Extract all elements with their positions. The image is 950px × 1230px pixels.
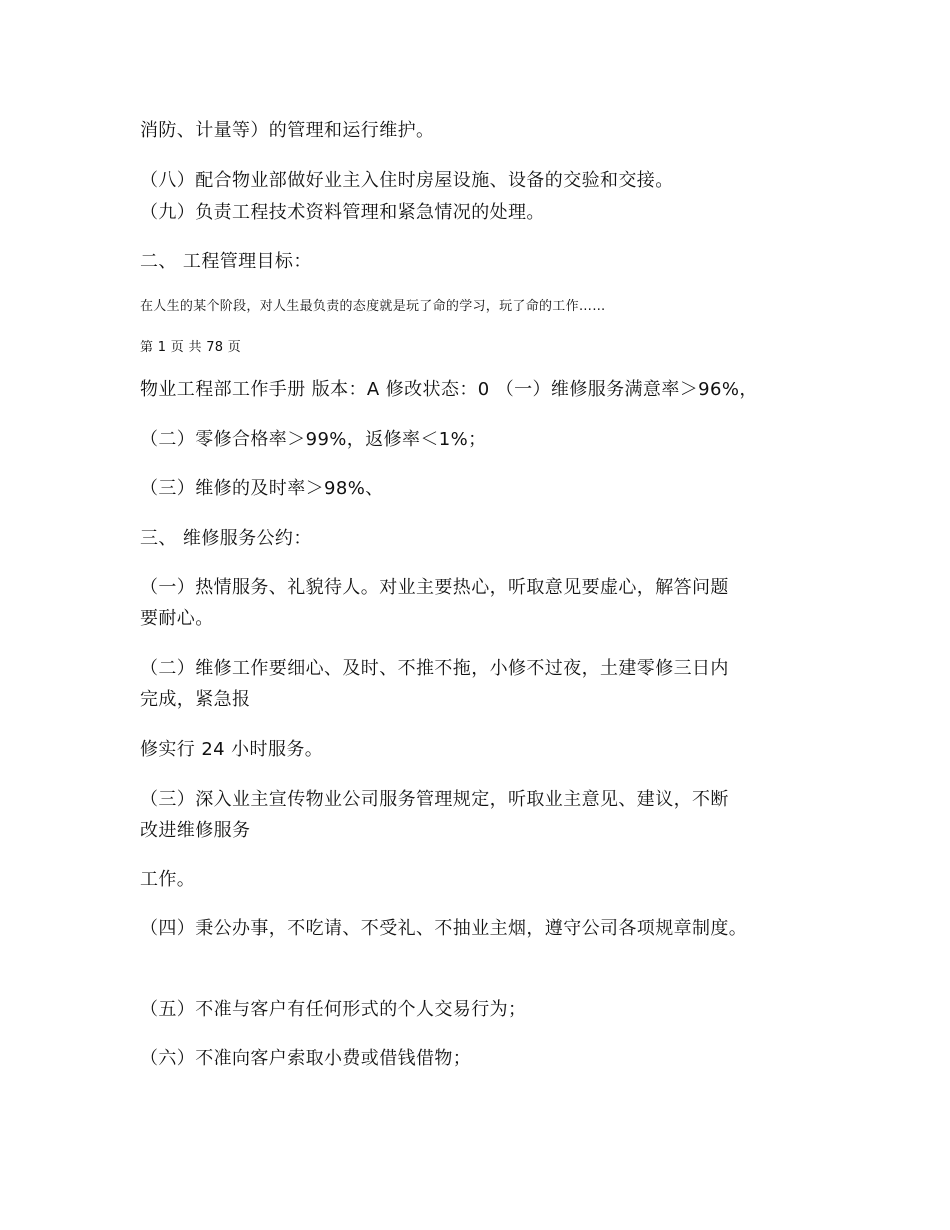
text-line: （三）维修的及时率＞98%、 <box>140 478 384 499</box>
text-line: （二）零修合格率＞99%，返修率＜1%； <box>140 429 487 450</box>
text-line: （一）热情服务、礼貌待人。对业主要热心，听取意见要虚心，解答问题 <box>140 577 729 598</box>
text-line: （三）深入业主宣传物业公司服务管理规定，听取业主意见、建议，不断 <box>140 789 729 810</box>
section-heading: 三、 维修服务公约： <box>140 528 312 549</box>
text-line: （八）配合物业部做好业主入住时房屋设施、设备的交验和交接。 <box>140 170 674 191</box>
page-footer-quote: 在人生的某个阶段，对人生最负责的态度就是玩了命的学习，玩了命的工作…… <box>140 299 606 314</box>
text-line: 工作。 <box>140 869 196 890</box>
section-heading: 二、 工程管理目标： <box>140 251 312 272</box>
text-line: （二）维修工作要细心、及时、不推不拖，小修不过夜，土建零修三日内 <box>140 658 729 679</box>
text-line: （五）不准与客户有任何形式的个人交易行为； <box>140 999 527 1020</box>
page-number: 第 1 页 共 78 页 <box>140 340 242 355</box>
text-line: 改进维修服务 <box>140 820 251 841</box>
text-line: 消防、计量等）的管理和运行维护。 <box>140 120 435 141</box>
text-line: 修实行 24 小时服务。 <box>140 739 324 760</box>
text-line: （九）负责工程技术资料管理和紧急情况的处理。 <box>140 202 545 223</box>
text-line: 完成，紧急报 <box>140 689 251 710</box>
running-header-line: 物业工程部工作手册 版本：A 修改状态：0 （一）维修服务满意率＞96%， <box>140 379 758 400</box>
text-line: （六）不准向客户索取小费或借钱借物； <box>140 1048 472 1069</box>
text-line: （四）秉公办事，不吃请、不受礼、不抽业主烟，遵守公司各项规章制度。 <box>140 918 748 939</box>
text-line: 要耐心。 <box>140 608 214 629</box>
